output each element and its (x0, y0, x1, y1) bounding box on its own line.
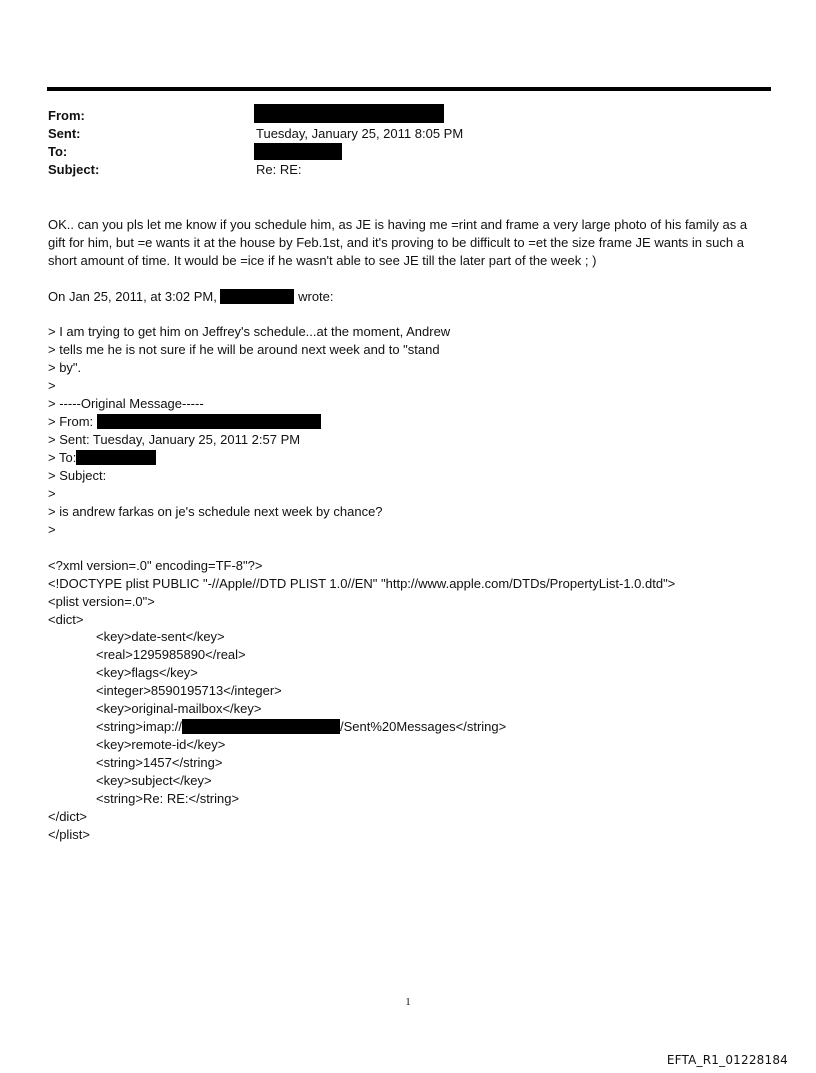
sent-label: Sent: (48, 126, 81, 141)
plist-entry: <integer>8590195713</integer> (96, 683, 282, 698)
quoted-from-label: > From: (48, 414, 97, 429)
reply-intro (48, 288, 334, 306)
from-label: From: (48, 108, 85, 123)
quoted-line: > tells me he is not sure if he will be around next week and to "stand (48, 342, 440, 357)
quoted-line: > by". (48, 360, 82, 375)
dict-open: <dict> (48, 612, 84, 627)
document-id: EFTA_R1_01228184 (666, 1053, 788, 1067)
to-label: To: (48, 144, 68, 159)
plist-close: </plist> (48, 827, 90, 842)
quoted-line: > (48, 486, 56, 501)
dict-close: </dict> (48, 809, 88, 824)
plist-entry: <key>flags</key> (96, 665, 198, 680)
plist-open: <plist version=.0"> (48, 594, 155, 609)
quoted-line: > I am trying to get him on Jeffrey's schedule...at the moment, Andrew (48, 324, 451, 339)
mailbox-redaction (182, 719, 340, 734)
plist-entry: <string>Re: RE:</string> (96, 791, 240, 806)
plist-entry: <string>1457</string> (96, 755, 223, 770)
mailbox-entry (96, 718, 506, 736)
quoted-line: > Sent: Tuesday, January 25, 2011 2:57 PM (48, 432, 301, 447)
quoted-line: > -----Original Message----- (48, 396, 204, 411)
quoted-from-redaction (97, 414, 321, 429)
to-redaction (254, 143, 342, 160)
from-redaction (254, 104, 444, 123)
sent-value: Tuesday, January 25, 2011 8:05 PM (256, 126, 464, 141)
sender-redaction (220, 289, 294, 304)
quoted-to-label: > To: (48, 450, 77, 465)
plist-entry: <real>1295985890</real> (96, 647, 246, 662)
quoted-to-line (48, 449, 156, 467)
doctype-line: <!DOCTYPE plist PUBLIC "-//Apple//DTD PLIST 1.0//EN" "http://www.apple.com/DTDs/PropertyList-1.0.dtd"> (48, 576, 676, 591)
quoted-line: > (48, 378, 56, 393)
plist-entry: <key>remote-id</key> (96, 737, 226, 752)
mailbox-prefix: <string>imap:// (96, 719, 182, 734)
header-rule (47, 87, 771, 91)
subject-label: Subject: (48, 162, 100, 177)
quoted-line: > is andrew farkas on je's schedule next week by chance? (48, 504, 383, 519)
body-paragraph: OK.. can you pls let me know if you schedule him, as JE is having me =rint and frame a very large photo of his family as a gift for him, but =e wants it at the house by Feb.1st, and it's proving to be difficult to =et the size frame JE wants in such a short amount of time. It would be =ice if he wasn't able to see JE till the later part of the week ; ) (48, 217, 748, 268)
quoted-from-line (48, 413, 321, 431)
mailbox-suffix: /Sent%20Messages</string> (340, 719, 507, 734)
quoted-to-redaction (76, 450, 156, 465)
subject-value: Re: RE: (256, 162, 302, 177)
plist-entry: <key>date-sent</key> (96, 629, 225, 644)
plist-entry: <key>original-mailbox</key> (96, 701, 262, 716)
xml-declaration: <?xml version=.0" encoding=TF-8"?> (48, 558, 263, 573)
reply-intro-before: On Jan 25, 2011, at 3:02 PM, (48, 289, 221, 304)
reply-intro-after: wrote: (294, 289, 334, 304)
quoted-line: > (48, 522, 56, 537)
plist-entry: <key>subject</key> (96, 773, 212, 788)
quoted-line: > Subject: (48, 468, 107, 483)
page-number: 1 (405, 996, 411, 1008)
